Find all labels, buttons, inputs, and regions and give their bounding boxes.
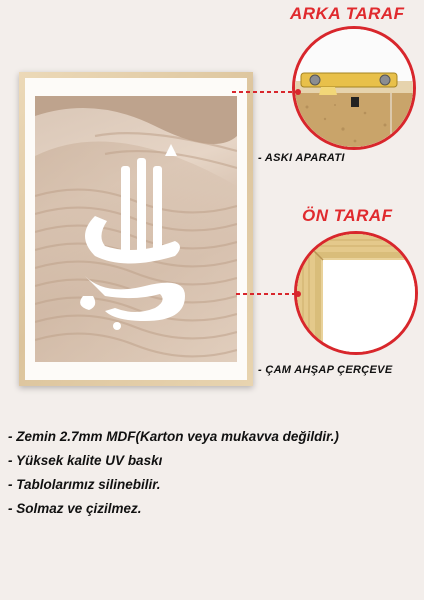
feature-item: - Zemin 2.7mm MDF(Karton veya mukavva değildir.) (8, 429, 339, 444)
front-feature-label: - ÇAM AHŞAP ÇERÇEVE (258, 364, 393, 376)
feature-item: - Yüksek kalite UV baskı (8, 453, 163, 468)
desert-calligraphy-print (35, 96, 237, 362)
hanger-bracket-image (295, 29, 413, 147)
back-detail-circle (292, 26, 416, 150)
sand-dunes-image (35, 96, 237, 362)
front-side-title: ÖN TARAF (302, 206, 393, 225)
feature-item: - Tablolarımız silinebilir. (8, 477, 161, 492)
feature-item: - Solmaz ve çizilmez. (8, 501, 142, 516)
back-side-title: ARKA TARAF (290, 4, 405, 23)
passe-partout-mat (25, 78, 247, 380)
pine-frame-corner-image (297, 234, 415, 352)
framed-artwork (19, 72, 253, 386)
back-feature-label: - ASKI APARATI (258, 152, 345, 164)
back-pointer-line (232, 82, 302, 102)
product-feature-list (8, 425, 339, 521)
front-pointer-line (236, 284, 302, 304)
front-detail-circle (294, 231, 418, 355)
